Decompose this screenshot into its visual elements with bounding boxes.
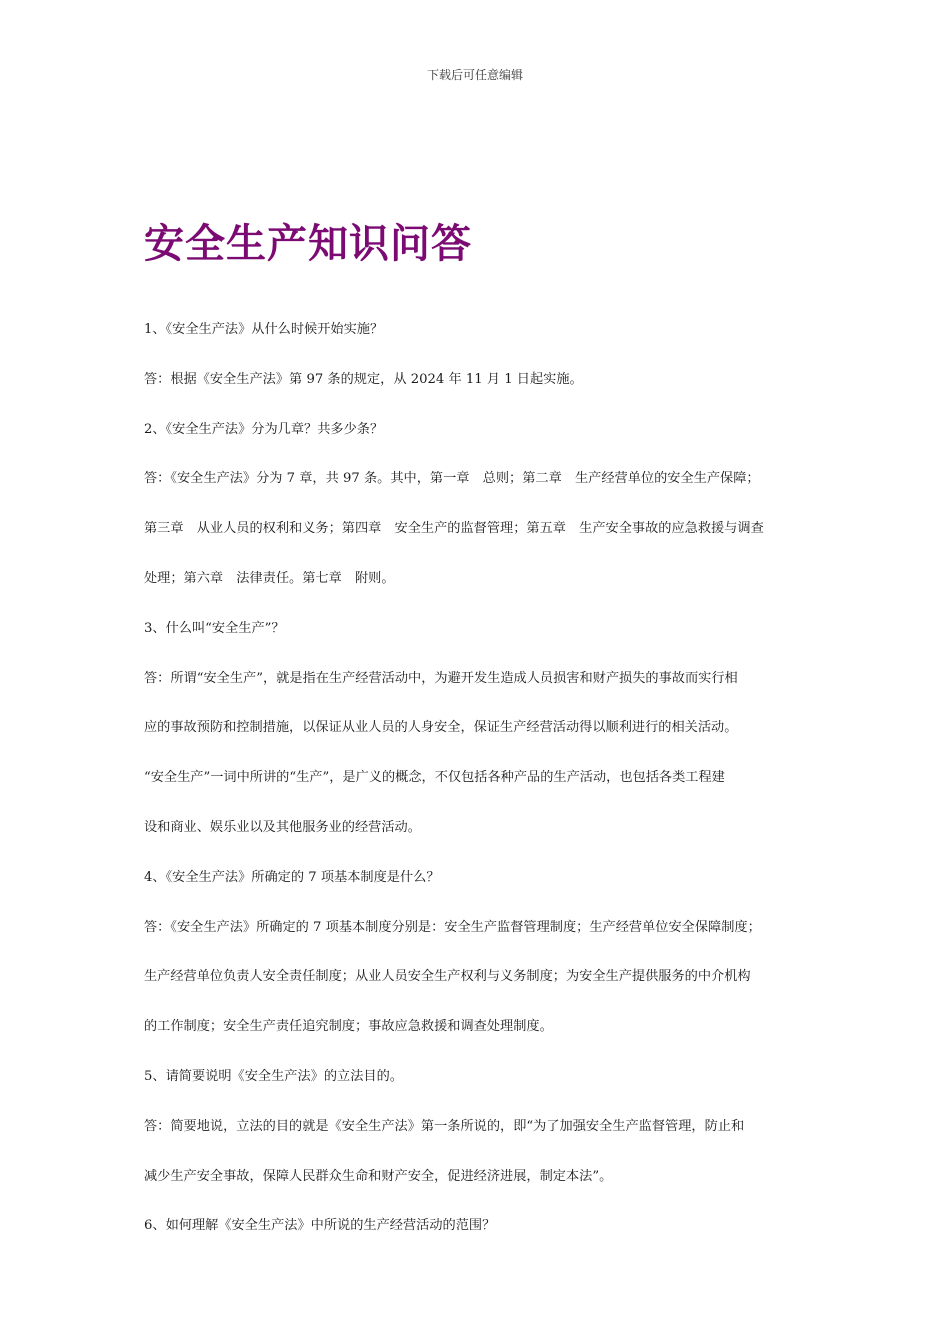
question-4: 4、《安全生产法》所确定的 7 项基本制度是什么？ xyxy=(144,869,440,885)
answer-5-line-1: 答：简要地说，立法的目的就是《安全生产法》第一条所说的，即“为了加强安全生产监督管理，防止和 xyxy=(144,1118,745,1134)
answer-2-line-3: 处理；第六章 法律责任。第七章 附则。 xyxy=(144,570,395,586)
answer-1: 答：根据《安全生产法》第 97 条的规定，从 2024 年 11 月 1 日起实施。 xyxy=(144,371,583,387)
question-3: 3、什么叫“安全生产”？ xyxy=(144,620,285,636)
answer-2-line-1: 答：《安全生产法》分为 7 章，共 97 条。其中，第一章 总则；第二章 生产经营单位的安全生产保障； xyxy=(144,471,760,487)
document-body xyxy=(144,318,810,1264)
answer-4-line-1: 答：《安全生产法》所确定的 7 项基本制度分别是：安全生产监督管理制度；生产经营单位安全保障制度； xyxy=(144,919,761,935)
question-6: 6、如何理解《安全生产法》中所说的生产经营活动的范围？ xyxy=(144,1218,496,1234)
question-1: 1、《安全生产法》从什么时候开始实施？ xyxy=(144,322,384,337)
answer-3-line-3: “安全生产”一词中所讲的“生产”，是广义的概念，不仅包括各种产品的生产活动，也包括各类工程建 xyxy=(144,770,725,786)
page-header-note: 下载后可任意编辑 xyxy=(426,68,523,82)
question-5: 5、请简要说明《安全生产法》的立法目的。 xyxy=(144,1068,403,1084)
answer-3-line-2: 应的事故预防和控制措施，以保证从业人员的人身安全，保证生产经营活动得以顺利进行的相关活动。 xyxy=(144,720,738,736)
answer-4-line-3: 的工作制度；安全生产责任追究制度；事故应急救援和调查处理制度。 xyxy=(144,1019,553,1035)
answer-2-line-2: 第三章 从业人员的权利和义务；第四章 安全生产的监督管理；第五章 生产安全事故的应急救援与调查 xyxy=(144,521,764,537)
answer-4-line-2: 生产经营单位负责人安全责任制度；从业人员安全生产权利与义务制度；为安全生产提供服务的中介机构 xyxy=(144,969,751,985)
answer-5-line-2: 减少生产安全事故，保障人民群众生命和财产安全，促进经济进展，制定本法”。 xyxy=(144,1168,613,1184)
answer-3-line-4: 设和商业、娱乐业以及其他服务业的经营活动。 xyxy=(144,819,421,835)
answer-3-line-1: 答：所谓“安全生产”，就是指在生产经营活动中，为避开发生造成人员损害和财产损失的事故而实行相 xyxy=(144,670,738,686)
question-2: 2、《安全生产法》分为几章？共多少条？ xyxy=(144,421,384,437)
document-title: 安全生产知识问答 xyxy=(144,220,472,267)
